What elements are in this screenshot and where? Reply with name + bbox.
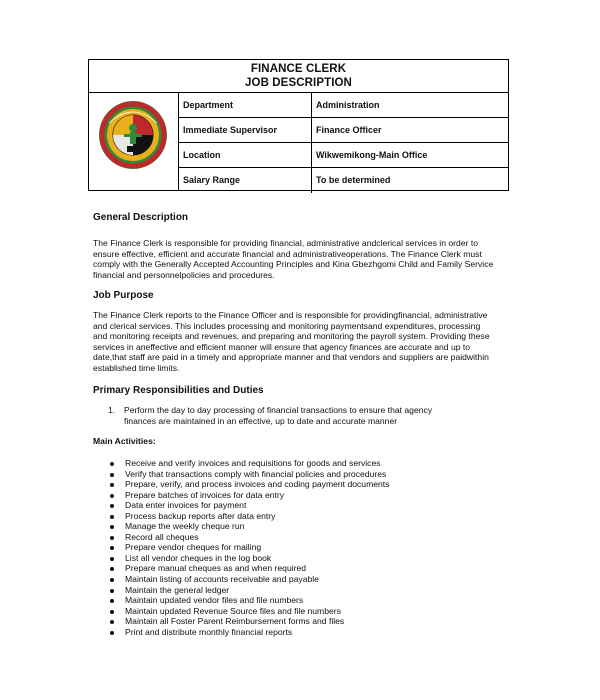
text-line: The Finance Clerk reports to the Finance Officer and is responsible for providingfinancial, administrative [93,310,488,320]
responsibilities-heading: Primary Responsibilities and Duties [93,385,264,396]
info-value: Wikwemikong-Main Office [316,150,428,160]
list-item: Process backup reports after data entry [110,511,510,522]
job-purpose-text [93,310,510,374]
info-label: Location [179,143,312,167]
info-value: To be determined [316,175,391,185]
organization-seal-icon [97,99,169,171]
text-line: and clerical services. This includes processing and monitoring paymentsand expenditures, processing [93,320,481,331]
text-line: comply with the Generally Accepted Accounting Principles and Kina Gbezhgomi Child and Family Service [93,259,494,270]
header-table [88,59,509,191]
info-label: Department [179,93,312,117]
list-item: Prepare manual cheques as and when required [110,563,510,574]
list-item: Prepare batches of invoices for data entry [110,490,510,501]
list-item: Maintain all Foster Parent Reimbursement forms and files [110,616,510,627]
list-item: Maintain the general ledger [110,585,510,596]
general-description-heading: General Description [93,212,189,223]
text-line: The Finance Clerk is responsible for providing financial, administrative andclerical services in order to [93,238,478,248]
item-number: 1. [108,405,116,415]
list-item: Maintain listing of accounts receivable and payable [110,574,510,585]
title-line-1: FINANCE CLERK [250,63,347,75]
text-line: finances are maintained in an effective, up to date and accurate manner [124,415,398,426]
list-item: Prepare vendor cheques for mailing [110,542,510,553]
job-purpose-heading: Job Purpose [93,290,154,301]
main-activities-heading: Main Activities: [93,436,156,446]
text-line: services in aneffective and efficient manner will ensure that agency finances are accurate and up to [93,341,471,352]
info-row-location [179,143,508,168]
list-item: Maintain updated vendor files and file numbers [110,595,510,606]
text-line: date,that staff are paid in a timely and appropriate manner and that vendors and suppliers are paidwithin [93,352,489,363]
list-item: List all vendor cheques in the log book [110,553,510,564]
document-title [89,60,508,93]
text-line: established time limits. [93,362,180,373]
info-row-supervisor [179,118,508,143]
info-label: Salary Range [179,168,312,193]
info-row-department [179,93,508,118]
text-line: Perform the day to day processing of financial transactions to ensure that agency [124,405,433,415]
text-line: ensure effective, efficient and accurate financial and administrativeoperations. The Finance Clerk must [93,248,482,259]
list-item: Record all cheques [110,532,510,543]
info-value: Administration [316,100,380,110]
title-line-2: JOB DESCRIPTION [245,77,352,89]
list-item: Receive and verify invoices and requisitions for goods and services [110,458,510,469]
item-text [124,405,454,426]
general-description-text [93,238,510,280]
info-label: Immediate Supervisor [179,118,312,142]
list-item: Prepare, verify, and process invoices and coding payment documents [110,479,510,490]
logo-cell [89,93,179,190]
list-item: Print and distribute monthly financial reports [110,627,510,638]
info-row-salary [179,168,508,193]
text-line: financial and personnelpolicies and procedures. [93,269,275,280]
list-item: Verify that transactions comply with financial policies and procedures [110,469,510,480]
info-value: Finance Officer [316,125,382,135]
text-line: and monitoring receipts and revenues, and preparing and monitoring the payroll system. Providing these [93,331,490,342]
list-item: Maintain updated Revenue Source files and file numbers [110,606,510,617]
list-item: Data enter invoices for payment [110,500,510,511]
main-activities-list [110,458,510,637]
list-item: Manage the weekly cheque run [110,521,510,532]
